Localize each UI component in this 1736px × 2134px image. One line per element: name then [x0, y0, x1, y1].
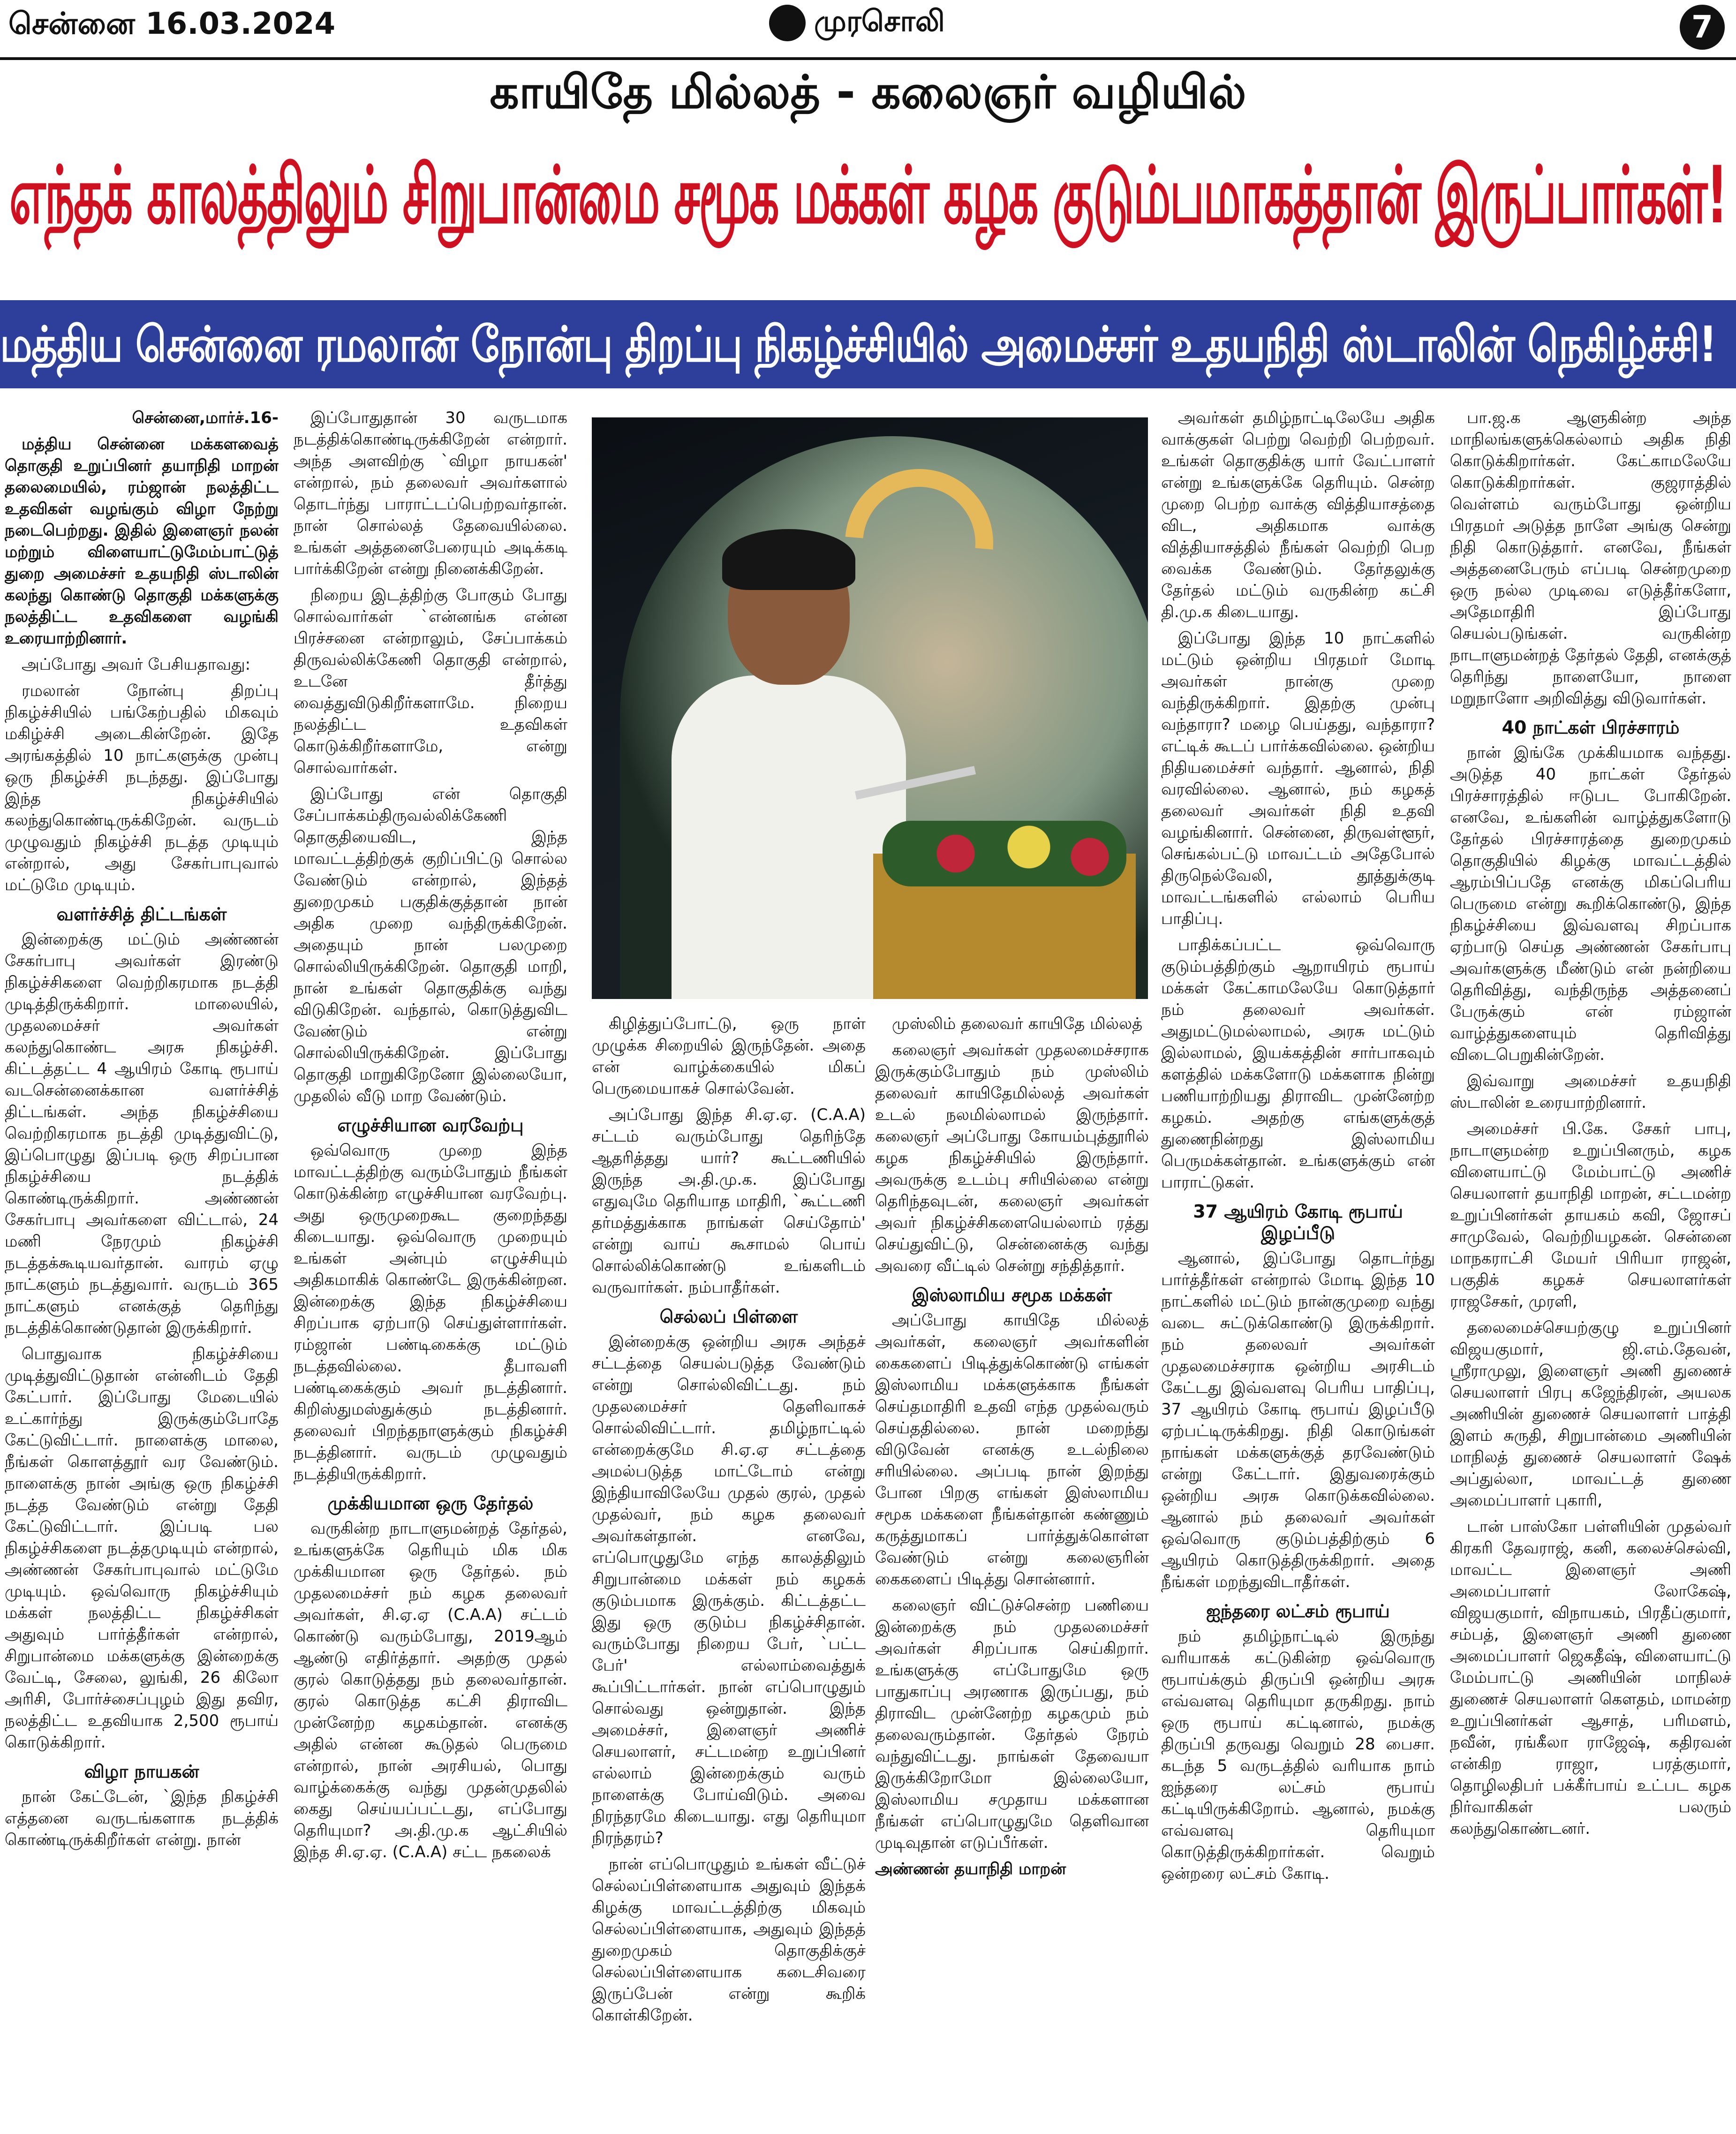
subheading: இஸ்லாமிய சமூக மக்கள்: [912, 1285, 1112, 1305]
header-divider: [0, 57, 1736, 60]
paragraph: கலைஞர் விட்டுச்சென்ற பணியை இன்றைக்கு நம் முதலமைச்சர் அவர்கள் சிறப்பாக செய்கிறார். உங்களுக்கு எப்போதுமே ஒரு பாதுகாப்பு அரணாக இருப்பது, நம் திராவிட முன்னேற்ற கழகமும் நம் தலைவரும்தான். தேர்தல் நேரம் வந்துவிட்டது. நாங்கள் தேவையா இருக்கிறோமோ இல்லையோ, இஸ்லாமிய சமுதாய மக்களான நீங்கள் எப்பொழுதுமே தெளிவான முடிவுதான் எடுப்பீர்கள்.: [875, 1596, 1149, 1852]
paragraph: நான் கேட்டேன், `இந்த நிகழ்ச்சி எத்தனை வருடங்களாக நடத்திக் கொண்டிருக்கிறீர்கள் என்று. நான்: [5, 1787, 279, 1849]
paragraph: ஒவ்வொரு முறை இந்த மாவட்டத்திற்கு வரும்போதும் நீங்கள் கொடுக்கின்ற எழுச்சியான வரவேற்பு. அது ஒருமுறைகூட குறைந்தது கிடையாது. ஒவ்வொரு முறையும் உங்கள் அன்பும் எழுச்சியும் அதிகமாகிக் கொண்டே இருக்கின்றன. இன்றைக்கு இந்த நிகழ்ச்சியை சிறப்பாக ஏற்பாடு செய்துள்ளார்கள். ரம்ஜான் பண்டிகைக்கு மட்டும் நடத்தவில்லை. தீபாவளி பண்டிகைக்கும் அவர் நடத்தினார். கிறிஸ்துமஸ்துக்கும் நடத்தினார். தலைவர் பிறந்தநாளுக்கும் நிகழ்ச்சி நடத்தினார். வருடம் முழுவதும் நடத்தியிருக்கிறார்.: [294, 1141, 567, 1483]
article-column-6: [1450, 407, 1731, 2124]
kicker: காயிதே மில்லத் - கலைஞர் வழியில்: [490, 66, 1246, 119]
subheading: விழா நாயகன்: [84, 1761, 199, 1782]
page-number: 7: [1680, 5, 1725, 50]
city-date: சென்னை 16.03.2024: [8, 7, 336, 41]
paragraph: அப்போது இந்த சி.ஏ.ஏ. (C.A.A) சட்டம் வரும்போது தெரிந்தே ஆதரித்தது யார்? கூட்டணியில் இருந்த அ.தி.மு.க. இப்போது எதுவுமே தெரியாத மாதிரி, `கூட்டணி தர்மத்துக்காக நாங்கள் செய்தோம்' என்று வாய் கூசாமல் பொய் சொல்லிக்கொண்டு உங்களிடம் வருவார்கள். நம்பாதீர்கள்.: [592, 1105, 866, 1297]
masthead-logo: [769, 4, 945, 42]
paragraph: முஸ்லிம் தலைவர் காயிதே மில்லத்: [892, 1014, 1143, 1033]
paragraph: வருகின்ற நாடாளுமன்றத் தேர்தல், உங்களுக்கே தெரியும் மிக மிக முக்கியமான ஒரு தேர்தல். நம் முதலமைச்சர் நம் கழக தலைவர் அவர்கள், சி.ஏ.ஏ (C.A.A) சட்டம் கொண்டு வரும்போது, 2019ஆம் ஆண்டு எதிர்த்தார். அதற்கு முதல் குரல் கொடுத்தது நம் தலைவர்தான். குரல் கொடுத்த கட்சி திராவிட முன்னேற்ற கழகம்தான். எனக்கு அதில் என்ன கூடுதல் பெருமை என்றால், நான் அரசியல், பொது வாழ்க்கைக்கு வந்து முதன்முதலில் கைது செய்யப்பட்டது, எப்போது தெரியுமா? அ.தி.மு.க ஆட்சியில் இந்த சி.ஏ.ஏ. (C.A.A) சட்ட நகலைக்: [294, 1519, 567, 1862]
article-column-5: [1161, 407, 1435, 2124]
paragraph: கலைஞர் அவர்கள் முதலமைச்சராக இருக்கும்போதும் நம் முஸ்லிம் தலைவர் காயிதேமில்லத் அவர்கள் உடல் நலமில்லாமல் இருந்தார். கலைஞர் அப்போது கோயம்புத்தூரில் கழக நிகழ்ச்சியில் இருந்தார். அவருக்கு உடம்பு சரியில்லை என்று தெரிந்தவுடன், கலைஞர் அவர்கள் அவர் நிகழ்ச்சிகளையெல்லாம் ரத்து செய்துவிட்டு, சென்னைக்கு வந்து அவரை வீட்டில் சென்று சந்தித்தார்.: [875, 1041, 1149, 1275]
article-column-4: [875, 1013, 1149, 2125]
paragraph: இப்போது என் தொகுதி சேப்பாக்கம்திருவல்லிக்கேணி தொகுதியைவிட, இந்த மாவட்டத்திற்குக் குறிப்பிட்டு சொல்ல வேண்டும் என்றால், இந்தத் துறைமுகம் பகுதிக்குத்தான் நான் அதிக முறை வந்திருக்கிறேன். அதையும் நான் பலமுறை சொல்லியிருக்கிறேன். தொகுதி மாறி, நான் உங்கள் தொகுதிக்கு வந்து விடுகிறேன். வந்தால், கொடுத்துவிட வேண்டும் என்று சொல்லியிருக்கிறேன். இப்போது தொகுதி மாறுகிறேனோ இல்லையோ, முதலில் வீடு மாற வேண்டும்.: [294, 785, 567, 1105]
paragraph: இவ்வாறு அமைச்சர் உதயநிதி ஸ்டாலின் உரையாற்றினார்.: [1450, 1072, 1731, 1112]
paragraph: அப்போது காயிதே மில்லத் அவர்கள், கலைஞர் அவர்களின் கைகளைப் பிடித்துக்கொண்டு எங்கள் இஸ்லாமிய மக்களுக்காக நீங்கள் செய்தமாதிரி உதவி எந்த முதல்வரும் செய்ததில்லை. நான் மறைந்து விடுவேன் எனக்கு உடல்நிலை சரியில்லை. அப்படி நான் இறந்து போன பிறகு எங்கள் இஸ்லாமிய சமூக மக்களை நீங்கள்தான் கண்ணும் கருத்துமாகப் பார்த்துக்கொள்ள வேண்டும் என்று கலைஞரின் கைகளைப் பிடித்து சொன்னார்.: [875, 1311, 1149, 1589]
paragraph: நான் எப்பொழுதும் உங்கள் வீட்டுச் செல்லப்பிள்ளையாக அதுவும் இந்தக் கிழக்கு மாவட்டத்திற்கு மிகவும் செல்லப்பிள்ளையாக, அதுவும் இந்தத் துறைமுகம் தொகுதிக்குச் செல்லப்பிள்ளையாக கடைசிவரை இருப்பேன் என்று கூறிக் கொள்கிறேன்.: [592, 1855, 866, 2025]
speaker-photo: [592, 417, 1148, 999]
subheading: 37 ஆயிரம் கோடி ரூபாய் இழப்பீடு: [1193, 1201, 1403, 1243]
article-column-1: [5, 407, 279, 2124]
paragraph: நான் இங்கே முக்கியமாக வந்தது. அடுத்த 40 நாட்கள் தேர்தல் பிரச்சாரத்தில் ஈடுபட போகிறேன். எனவே, உங்களின் வாழ்த்துகளோடு தேர்தல் பிரச்சாரத்தை துறைமுகம் தொகுதியில் கிழக்கு மாவட்டத்தில் ஆரம்பிப்பதே எனக்கு மிகப்பெரிய பெருமை என்று கூறிக்கொண்டு, இந்த நிகழ்ச்சியை இவ்வளவு சிறப்பாக ஏற்பாடு செய்த அண்ணன் சேகர்பாபு அவர்களுக்கு மீண்டும் என் நன்றியை தெரிவித்து, வந்திருந்த அத்தனைப் பேருக்கும் என் ரம்ஜான் வாழ்த்துகளையும் தெரிவித்து விடைபெறுகின்றேன்.: [1450, 743, 1731, 1064]
subheadline: மத்திய சென்னை ரமலான் நோன்பு திறப்பு நிகழ்ச்சியில் அமைச்சர் உதயநிதி ஸ்டாலின் நெகிழ்ச்சி!: [0, 316, 1717, 373]
paragraph: இன்றைக்கு மட்டும் அண்ணன் சேகர்பாபு அவர்கள் இரண்டு நிகழ்ச்சிகளை வெற்றிகரமாக நடத்தி முடித்திருக்கிறார். மாலையில், முதலமைச்சர் அவர்கள் கலந்துகொண்ட அரசு நிகழ்ச்சி. கிட்டத்தட்ட 4 ஆயிரம் கோடி ரூபாய் வடசென்னைக்கான வளர்ச்சித் திட்டங்கள். அந்த நிகழ்ச்சியை வெற்றிகரமாக நடத்தி முடித்துவிட்டு, இப்பொழுது இப்படி ஒரு சிறப்பான நிகழ்ச்சியை நடத்திக் கொண்டிருக்கிறார். அண்ணன் சேகர்பாபு அவர்களை விட்டால், 24 மணி நேரமும் நிகழ்ச்சி நடத்தக்கூடியவர்தான். வாரம் ஏழு நாட்களும் நடத்துவார். வருடம் 365 நாட்களும் எனக்குத் தெரிந்து நடத்திக்கொண்டுதான் இருக்கிறார்.: [5, 930, 279, 1337]
page-header: [0, 0, 1736, 56]
paragraph: ஆனால், இப்போது தொடர்ந்து பார்த்தீர்கள் என்றால் மோடி இந்த 10 நாட்களில் மட்டும் நான்குமுறை வந்து வடை சுட்டுக்கொண்டு இருக்கிறார். நம் தலைவர் அவர்கள் முதலமைச்சராக ஒன்றிய அரசிடம் கேட்டது இவ்வளவு பெரிய பாதிப்பு, 37 ஆயிரம் கோடி ரூபாய் இழப்பீடு ஏற்பட்டிருக்கிறது. நிதி கொடுங்கள் நாங்கள் மக்களுக்குத் தரவேண்டும் என்று கேட்டார். இதுவரைக்கும் ஒன்றிய அரசு கொடுக்கவில்லை. ஆனால் நம் தலைவர் அவர்கள் ஒவ்வொரு குடும்பத்திற்கும் 6 ஆயிரம் கொடுத்திருக்கிறார். அதை நீங்கள் மறந்துவிடாதீர்கள்.: [1161, 1249, 1435, 1591]
article-column-2: [294, 407, 567, 2124]
subheading: செல்லப் பிள்ளை: [659, 1306, 798, 1327]
subheading: ஐந்தரை லட்சம் ரூபாய்: [1206, 1601, 1390, 1621]
paragraph: அப்போது அவர் பேசியதாவது:: [22, 655, 251, 674]
subheading: 40 நாட்கள் பிரச்சாரம்: [1502, 717, 1680, 738]
paragraph: இப்போது இந்த 10 நாட்களில் மட்டும் ஒன்றிய பிரதமர் மோடி அவர்கள் நான்கு முறை வந்திருக்கிறார். இதற்கு முன்பு வந்தாரா? மழை பெய்தது, வந்தாரா? எட்டிக் கூடப் பார்க்கவில்லை. ஒன்றிய நிதியமைச்சர் வந்தார். ஆனால், நிதி வரவில்லை. ஆனால், நம் கழகத் தலைவர் அவர்கள் நிதி உதவி வழங்கினார். சென்னை, திருவள்ளூர், செங்கல்பட்டு மாவட்டம் அதேபோல் திருநெல்வேலி, தூத்துக்குடி மாவட்டங்களில் எல்லாம் பெரிய பாதிப்பு.: [1161, 629, 1435, 928]
headline: எந்தக் காலத்திலும் சிறுபான்மை சமூக மக்கள் கழக குடும்பமாகத்தான் இருப்பார்கள்!: [9, 149, 1727, 241]
paragraph: பொதுவாக நிகழ்ச்சியை முடித்துவிட்டுதான் என்னிடம் தேதி கேட்பார். இப்போது மேடையில் உட்கார்ந்து இருக்கும்போதே கேட்டுவிட்டார். நாளைக்கு மாலை, நீங்கள் கொளத்தூர் வர வேண்டும். நாளைக்கு நான் அங்கு ஒரு நிகழ்ச்சி நடத்த வேண்டும் என்று தேதி கேட்டுவிட்டார். இப்படி பல நிகழ்ச்சிகளை நடத்தமுடியும் என்றால், அண்ணன் சேகர்பாபுவால் மட்டுமே முடியும். ஒவ்வொரு நிகழ்ச்சியும் மக்கள் நலத்திட்ட நிகழ்ச்சிகள் அதுவும் பார்த்தீர்கள் என்றால், சிறுபான்மை மக்களுக்கு இன்றைக்கு வேட்டி, சேலை, லுங்கி, 26 கிலோ அரிசி, போர்ச்சைப்புழம் இது தவிர, நலத்திட்ட உதவியாக 2,500 ரூபாய் கொடுக்கிறார்.: [5, 1345, 279, 1752]
paragraph: நம் தமிழ்நாட்டில் இருந்து வரியாகக் கட்டுகின்ற ஒவ்வொரு ரூபாய்க்கும் திருப்பி ஒன்றிய அரசு எவ்வளவு தெரியுமா தருகிறது. நாம் ஒரு ரூபாய் கட்டினால், நமக்கு திருப்பி தருவது வெறும் 28 பைசா. கடந்த 5 வருடத்தில் வரியாக நாம் ஐந்தரை லட்சம் ரூபாய் கட்டியிருக்கிறோம். ஆனால், நமக்கு எவ்வளவு தெரியுமா கொடுத்திருக்கிறார்கள். வெறும் ஒன்றரை லட்சம் கோடி.: [1161, 1627, 1435, 1883]
dateline: சென்னை,மார்ச்.16-: [132, 409, 279, 427]
paragraph: இப்போதுதான் 30 வருடமாக நடத்திக்கொண்டிருக்கிறேன் என்றார். அந்த அளவிற்கு `விழா நாயகன்' என்றால், நம் தலைவர் அவர்களால் தொடர்ந்து பாராட்டப்பெற்றவர்தான். நான் சொல்லத் தேவையில்லை. உங்கள் அத்தனைபேரையும் அடிக்கடி பார்க்கிறேன் என்று நினைக்கிறேன்.: [294, 409, 567, 578]
article-column-3: [592, 1013, 866, 2125]
subheading: வளர்ச்சித் திட்டங்கள்: [56, 904, 227, 924]
paragraph: கிழித்துப்போட்டு, ஒரு நாள் முழுக்க சிறையில் இருந்தேன். அதை என் வாழ்க்கையில் மிகப் பெருமையாகச் சொல்வேன்.: [592, 1014, 866, 1098]
paragraph: அண்ணன் தயாநிதி மாறன்: [875, 1860, 1066, 1878]
subheading: முக்கியமான ஒரு தேர்தல்: [327, 1493, 534, 1513]
lead-paragraph: மத்திய சென்னை மக்களவைத் தொகுதி உறுப்பினர் தயாநிதி மாறன் தலைமையில், ரம்ஜான் நலத்திட்ட உதவிகள் வழங்கும் விழா நேற்று நடைபெற்றது. இதில் இளைஞர் நலன் மற்றும் விளையாட்டுமேம்பாட்டுத் துறை அமைச்சர் உதயநிதி ஸ்டாலின் கலந்து கொண்டு தொகுதி மக்களுக்கு நலத்திட்ட உதவிகளை வழங்கி உரையாற்றினார்.: [5, 435, 279, 648]
paper-name: முரசொலி: [814, 4, 945, 38]
flower-decoration: [883, 821, 1126, 886]
subheadline-bar: [0, 300, 1736, 388]
paragraph: தலைமைச்செயற்குழு உறுப்பினர் விஜயகுமார், ஜி.எம்.தேவன், ஸ்ரீராமுலு, இளைஞர் அணி துணைச் செயலாளர் பிரபு கஜேந்திரன், அயலக அணியின் துணைச் செயலாளர் பாத்தி இளம் சுருதி, சிறுபான்மை அணியின் மாநிலத் துணைச் செயலாளர் ஷேக் அப்துல்லா, மாவட்டத் துணை அமைப்பாளர் புகாரி,: [1450, 1318, 1731, 1510]
paragraph: அமைச்சர் பி.கே. சேகர் பாபு, நாடாளுமன்ற உறுப்பினரும், கழக விளையாட்டு மேம்பாட்டு அணிச் செயலாளர் தயாநிதி மாறன், சட்டமன்ற உறுப்பினர்கள் தாயகம் கவி, ஜோசப் சாமுவேல், வெற்றியழகன். சென்னை மாநகராட்சி மேயர் பிரியா ராஜன், பகுதிக் கழகச் செயலாளர்கள் ராஜசேகர், முரளி,: [1450, 1120, 1731, 1311]
paragraph: இன்றைக்கு ஒன்றிய அரசு அந்தச் சட்டத்தை செயல்படுத்த வேண்டும் என்று சொல்லிவிட்டது. நம் முதலமைச்சர் தெளிவாகச் சொல்லிவிட்டார். தமிழ்நாட்டில் என்றைக்குமே சி.ஏ.ஏ சட்டத்தை அமல்படுத்த மாட்டோம் என்று இந்தியாவிலேயே முதல் குரல், முதல் முதல்வர், நம் கழக தலைவர் அவர்கள்தான். எனவே, எப்பொழுதுமே எந்த காலத்திலும் சிறுபான்மை மக்கள் நம் கழகக் குடும்பமாக இருக்கும். கிட்டத்தட்ட இது ஒரு குடும்ப நிகழ்ச்சிதான். வரும்போது நிறைய பேர், `பட்ட பேர்' எல்லாம்வைத்துக் கூப்பிட்டார்கள். நான் எப்பொழுதும் சொல்வது ஒன்றுதான். இந்த அமைச்சர், இளைஞர் அணிச் செயலாளர், சட்டமன்ற உறுப்பினர் எல்லாம் இன்றைக்கும் வரும் நாளைக்கு போய்விடும். அவை நிரந்தரமே கிடையாது. எது தெரியுமா நிரந்தரம்?: [592, 1332, 866, 1847]
paragraph: அவர்கள் தமிழ்நாட்டிலேயே அதிக வாக்குகள் பெற்று வெற்றி பெற்றவர். உங்கள் தொகுதிக்கு யார் வேட்பாளர் என்று உங்களுக்கே தெரியும். சென்ற முறை பெற்ற வாக்கு வித்தியாசத்தை விட, அதிகமாக வாக்கு வித்தியாசத்தில் நீங்கள் வெற்றி பெற வைக்க வேண்டும். தேர்தலுக்கு தேர்தல் மட்டும் வருகின்ற கட்சி தி.மு.க கிடையாது.: [1161, 409, 1435, 621]
paragraph: நிறைய இடத்திற்கு போகும் போது சொல்வார்கள் `என்னங்க என்ன பிரச்சனை என்றாலும், சேப்பாக்கம் திருவல்லிக்கேணி தொகுதி என்றால், உடனே தீர்த்து வைத்துவிடுகிறீர்களாமே. நிறைய நலத்திட்ட உதவிகள் கொடுக்கிறீர்களாமே, என்று சொல்வார்கள்.: [294, 586, 567, 777]
subheading: எழுச்சியான வரவேற்பு: [337, 1115, 524, 1135]
paragraph: ரமலான் நோன்பு திறப்பு நிகழ்ச்சியில் பங்கேற்பதில் மிகவும் மகிழ்ச்சி அடைகின்றேன். இதே அரங்கத்தில் 10 நாட்களுக்கு முன்பு ஒரு நிகழ்ச்சி நடந்தது. இப்போது இந்த நிகழ்ச்சியில் கலந்துகொண்டிருக்கிறேன். வருடம் முழுவதும் நிகழ்ச்சி நடத்த முடியும் என்றால், அது சேகர்பாபுவால் மட்டுமே முடியும்.: [5, 681, 279, 894]
paragraph: டான் பாஸ்கோ பள்ளியின் முதல்வர் கிரகரி தேவராஜ், கனி, கலைச்செல்வி, மாவட்ட இளைஞர் அணி அமைப்பாளர் லோகேஷ், விஜயகுமார், விநாயகம், பிரதீப்குமார், சம்பத், இளைஞர் அணி துணை அமைப்பாளர் ஜெகதீஷ், விளையாட்டு மேம்பாட்டு அணியின் மாநிலச் துணைச் செயலாளர் கௌதம், மாமன்ற உறுப்பினர்கள் ஆசாத், பரிமளம், நவீன், ரங்கீலா ராஜேஷ், கதிரவன் என்கிற ராஜா, பரத்குமார், தொழிலதிபர் பக்கீர்பாய் உட்பட கழக நிர்வாகிகள் பலரும் கலந்துகொண்டனர்.: [1450, 1517, 1731, 1838]
bull-emblem-icon: [769, 5, 806, 41]
paragraph: பா.ஜ.க ஆளுகின்ற அந்த மாநிலங்களுக்கெல்லாம் அதிக நிதி கொடுக்கிறார்கள். கேட்காமலேயே கொடுக்கிறார்கள். குஜராத்தில் வெள்ளம் வரும்போது ஒன்றிய பிரதமர் அடுத்த நாளே அங்கு சென்று நிதி கொடுத்தார். எனவே, நீங்கள் அத்தனைபேரும் எப்படி சென்றமுறை ஒரு நல்ல முடிவை எடுத்தீர்களோ, அதேமாதிரி இப்போது செயல்படுங்கள். வருகின்ற நாடாளுமன்றத் தேர்தல் தேதி, எனக்குத் தெரிந்து நாளையோ, நாளை மறுநாளோ அறிவித்து விடுவார்கள்.: [1450, 409, 1731, 708]
paragraph: பாதிக்கப்பட்ட ஒவ்வொரு குடும்பத்திற்கும் ஆறாயிரம் ரூபாய் மக்கள் கேட்காமலேயே கொடுத்தார் நம் தலைவர் அவர்கள். அதுமட்டுமல்லாமல், அரசு மட்டும் இல்லாமல், இயக்கத்தின் சார்பாகவும் களத்தில் மக்களோடு மக்களாக நின்று பணியாற்றியது திராவிட முன்னேற்ற கழகம். அதற்கு எங்களுக்குத் துணைநின்றது இஸ்லாமிய பெருமக்கள்தான். உங்களுக்கும் என் பாராட்டுகள்.: [1161, 936, 1435, 1192]
